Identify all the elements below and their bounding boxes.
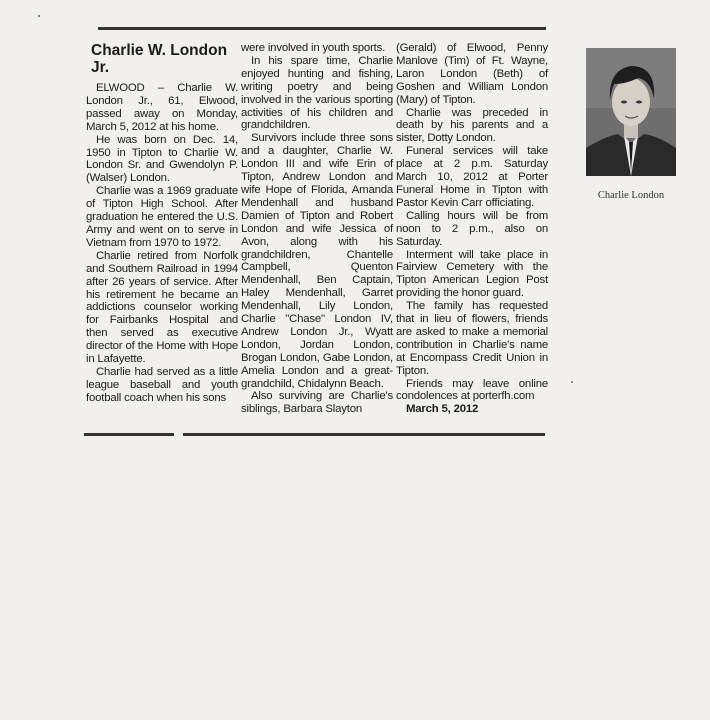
paragraph: Also surviving are Charlie's siblings, Barbara Slayton (241, 390, 393, 416)
obituary-column-2 (241, 42, 393, 416)
paragraph: Friends may leave online condolences at porterfh.com (396, 377, 548, 403)
paragraph: Charlie was a 1969 graduate of Tipton High School. After graduation he entered the U.S. Army and went on to serve in Vietnam from 1970 to 1972. (86, 185, 238, 249)
paragraph: ELWOOD – Charlie W. London Jr., 61, Elwood, passed away on Monday, March 5, 2012 at his home. (86, 82, 238, 133)
photo-caption: Charlie London (597, 190, 665, 201)
paragraph: were involved in youth sports. (241, 42, 386, 54)
paragraph: He was born on Dec. 14, 1950 in Tipton to Charlie W. London Sr. and Gwendolyn P. (Walser) London. (86, 133, 238, 185)
paragraph: In his spare time, Charlie enjoyed hunting and fishing, writing poetry and being involved in the various sporting activities of his children and grandchildren. (241, 54, 393, 132)
paragraph: Survivors include three sons and a daughter, Charlie W. London III and wife Erin of Tipton, Andrew London and wife Hope of Florida, Amanda Mendenhall and husband Damien of Tipton and Robert London and wife Jessica of Avon, along with his grandchildren, Chantelle Campbell, Quenton Mendenhall, Ben Captain, Haley Mendenhall, Garret Mendenhall, Lily London, Charlie "Chase" London IV, Andrew London Jr., Wyatt London, Jordan London, Brogan London, Gabe London, Amelia London and a great-grandchild, Chidalynn Beach. (241, 132, 393, 390)
paragraph: Calling hours will be from noon to 2 p.m., also on Saturday. (396, 209, 548, 248)
paragraph: Charlie retired from Norfolk and Southern Railroad in 1994 after 26 years of service. After his retirement he became an addictions counselor working for Fairbanks Hospital and then served as executive director of the Home with Hope in Lafayette. (86, 249, 238, 366)
bottom-rule (183, 433, 545, 436)
paragraph: (Gerald) of Elwood, Penny Manlove (Tim) of Ft. Wayne, Laron London (Beth) of Goshen and William London (Mary) of Tipton. (396, 42, 548, 106)
portrait-image (586, 48, 676, 176)
obituary-column-3 (396, 42, 548, 416)
paragraph: Charlie was preceded in death by his parents and a sister, Dotty London. (396, 106, 548, 145)
portrait-photo (586, 48, 676, 176)
obituary-column-1 (86, 42, 238, 405)
bottom-rule (84, 433, 174, 436)
paragraph: Charlie had served as a little league baseball and youth football coach when his sons (86, 365, 238, 404)
paragraph: The family has requested that in lieu of flowers, friends are asked to make a memorial contribution in Charlie's name at Encompass Credit Union in Tipton. (396, 300, 548, 377)
obituary-date: March 5, 2012 (406, 403, 479, 416)
paragraph: Interment will take place in Fairview Cemetery with the Tipton American Legion Post providing the honor guard. (396, 248, 548, 300)
obituary-headline: Charlie W. London Jr. (91, 42, 228, 76)
paper-speck (571, 381, 573, 383)
paragraph: Funeral services will take place at 2 p.m. Saturday March 10, 2012 at Porter Funeral Home in Tipton with Pastor Kevin Carr officiating. (396, 145, 548, 209)
paper-speck (38, 15, 40, 17)
top-rule (98, 27, 546, 30)
